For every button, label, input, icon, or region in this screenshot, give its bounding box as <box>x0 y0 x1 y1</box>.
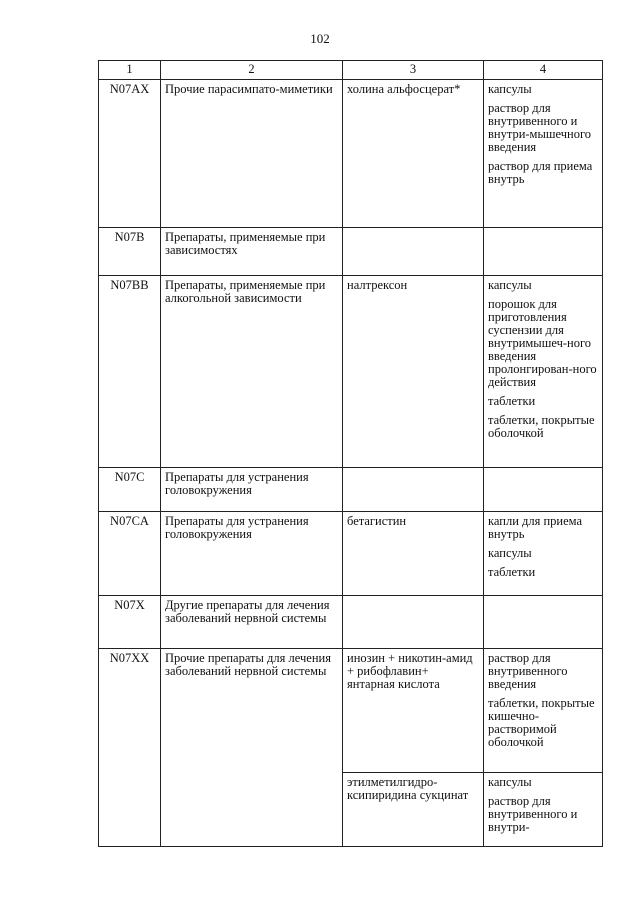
dosage-forms <box>484 468 603 512</box>
atc-code: N07CA <box>99 512 161 596</box>
group-name: Препараты для устранения головокружения <box>161 512 343 596</box>
dosage-forms <box>484 649 603 773</box>
drug-name <box>343 228 484 276</box>
dosage-forms <box>484 80 603 228</box>
table-row <box>99 512 603 596</box>
dosage-form: капсулы <box>488 775 532 789</box>
drug-name: инозин + никотин-амид + рибофлавин+ янтарная кислота <box>343 649 484 773</box>
table-row <box>99 276 603 468</box>
column-number-2: 2 <box>161 61 343 80</box>
table-row <box>99 468 603 512</box>
atc-code: N07B <box>99 228 161 276</box>
dosage-form: капсулы <box>488 82 532 96</box>
column-number-3: 3 <box>343 61 484 80</box>
group-name: Препараты, применяемые при зависимостях <box>161 228 343 276</box>
atc-code: N07X <box>99 596 161 649</box>
group-name: Прочие парасимпато-миметики <box>161 80 343 228</box>
column-number-4: 4 <box>484 61 603 80</box>
dosage-form: таблетки, покрытые кишечно-растворимой оболочкой <box>488 696 595 749</box>
table-row <box>99 228 603 276</box>
drug-name: холина альфосцерат* <box>343 80 484 228</box>
atc-code: N07C <box>99 468 161 512</box>
table-header <box>99 61 603 80</box>
dosage-form: раствор для внутривенного и внутри- <box>488 794 578 834</box>
dosage-forms <box>484 596 603 649</box>
group-name: Другие препараты для лечения заболеваний нервной системы <box>161 596 343 649</box>
drug-name <box>343 596 484 649</box>
dosage-form: раствор для приема внутрь <box>488 159 593 186</box>
dosage-form: таблетки <box>488 394 536 408</box>
dosage-form: порошок для приготовления суспензии для внутримышеч-ного введения пролонгирован-ного действия <box>488 297 597 389</box>
column-number-1: 1 <box>99 61 161 80</box>
drug-table <box>98 60 603 847</box>
group-name: Препараты, применяемые при алкогольной зависимости <box>161 276 343 468</box>
atc-code: N07AX <box>99 80 161 228</box>
table-row <box>99 649 603 773</box>
dosage-form: таблетки <box>488 565 536 579</box>
dosage-form: капсулы <box>488 278 532 292</box>
group-name: Препараты для устранения головокружения <box>161 468 343 512</box>
atc-code: N07XX <box>99 649 161 847</box>
table-row <box>99 596 603 649</box>
group-name: Прочие препараты для лечения заболеваний нервной системы <box>161 649 343 847</box>
page-number: 102 <box>310 31 330 46</box>
dosage-form: раствор для внутривенного введения <box>488 651 568 691</box>
drug-name: этилметилгидро-ксипиридина сукцинат <box>343 773 484 847</box>
dosage-form: капли для приема внутрь <box>488 514 583 541</box>
drug-name: налтрексон <box>343 276 484 468</box>
dosage-forms <box>484 276 603 468</box>
dosage-form: капсулы <box>488 546 532 560</box>
dosage-form: таблетки, покрытые оболочкой <box>488 413 595 440</box>
dosage-forms <box>484 228 603 276</box>
atc-code: N07BB <box>99 276 161 468</box>
dosage-forms <box>484 512 603 596</box>
drug-name <box>343 468 484 512</box>
dosage-form: раствор для внутривенного и внутри-мышечного введения <box>488 101 592 154</box>
drug-name: бетагистин <box>343 512 484 596</box>
dosage-forms <box>484 773 603 847</box>
table-row <box>99 80 603 228</box>
